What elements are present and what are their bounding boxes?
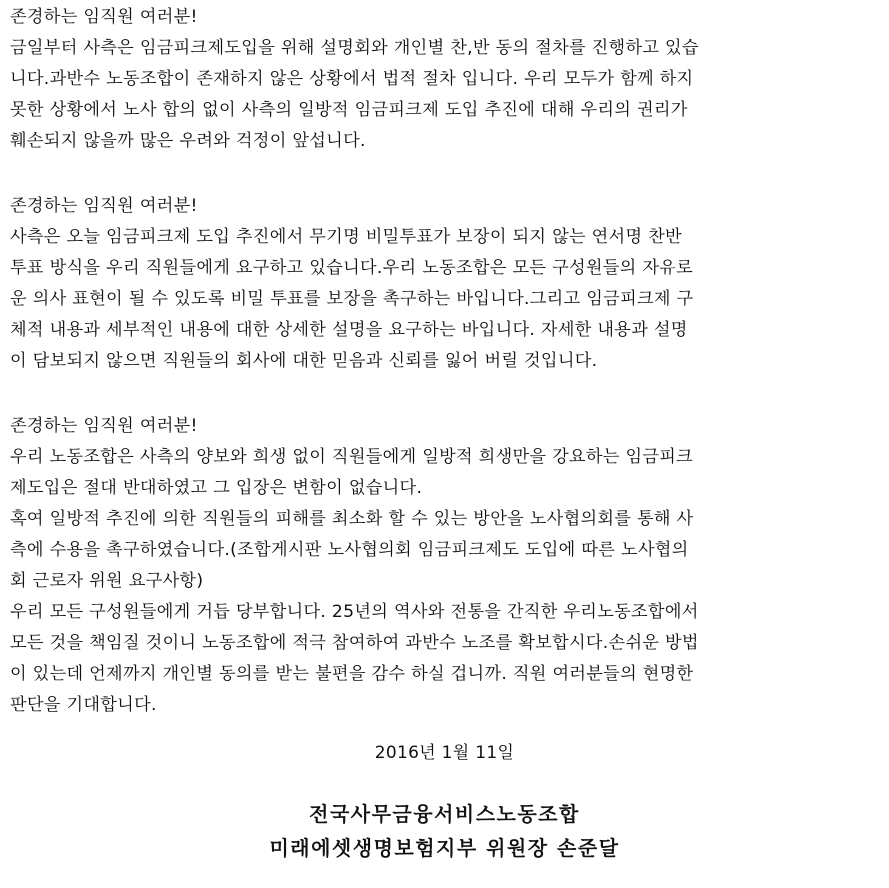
greeting-line: 존경하는 임직원 여러분! (10, 416, 198, 436)
text-line: 투표 방식을 우리 직원들에게 요구하고 있습니다.우리 노동조합은 모든 구성원들의 자유로 (10, 258, 694, 278)
text-line: 회 근로자 위원 요구사항) (10, 571, 204, 591)
text-line: 모든 것을 책임질 것이니 노동조합에 적극 참여하여 과반수 노조를 확보합시다.손쉬운 방법 (10, 633, 699, 653)
text-line: 체적 내용과 세부적인 내용에 대한 상세한 설명을 요구하는 바입니다. 자세한 내용과 설명 (10, 320, 688, 340)
text-line: 운 의사 표현이 될 수 있도록 비밀 투표를 보장을 촉구하는 바입니다.그리고 임금피크제 구 (10, 289, 694, 309)
text-line: 니다.과반수 노동조합이 존재하지 않은 상황에서 법적 절차 입니다. 우리 모두가 함께 하지 (10, 69, 694, 89)
text-line: 사측은 오늘 임금피크제 도입 추진에서 무기명 비밀투표가 보장이 되지 않는 연서명 찬반 (10, 227, 682, 247)
text-line: 훼손되지 않을까 많은 우려와 걱정이 앞섭니다. (10, 131, 366, 151)
text-line: 측에 수용을 촉구하였습니다.(조합게시판 노사협의회 임금피크제도 도입에 따른 노사협의 (10, 540, 689, 560)
text-line: 제도입은 절대 반대하였고 그 입장은 변함이 없습니다. (10, 478, 423, 498)
text-line: 우리 모든 구성원들에게 거듭 당부합니다. 25년의 역사와 전통을 간직한 우리노동조합에서 (10, 602, 699, 622)
greeting-line: 존경하는 임직원 여러분! (10, 196, 198, 216)
letter-date: 2016년 1월 11일 (374, 743, 515, 763)
letter-body (10, 2, 882, 721)
paragraph-2 (10, 191, 882, 377)
paragraph-3 (10, 411, 882, 721)
text-line: 이 담보되지 않으면 직원들의 회사에 대한 믿음과 신뢰를 잃어 버릴 것입니다. (10, 351, 598, 371)
signature-organization: 전국사무금융서비스노동조합 (309, 802, 580, 826)
text-line: 이 있는데 언제까지 개인별 동의를 받는 불편을 감수 하실 겁니까. 직원 여러분들의 현명한 (10, 664, 694, 684)
text-line: 금일부터 사측은 임금피크제도입을 위해 설명회와 개인별 찬,반 동의 절차를 진행하고 있습 (10, 38, 699, 58)
signature-name: 미래에셋생명보험지부 위원장 손준달 (269, 836, 620, 860)
greeting-line: 존경하는 임직원 여러분! (10, 7, 198, 27)
text-line: 혹여 일방적 추진에 의한 직원들의 피해를 최소화 할 수 있는 방안을 노사협의회를 통해 사 (10, 509, 694, 529)
text-line: 못한 상황에서 노사 합의 없이 사측의 일방적 임금피크제 도입 추진에 대해 우리의 권리가 (10, 100, 688, 120)
text-line: 판단을 기대합니다. (10, 695, 157, 715)
text-line: 우리 노동조합은 사측의 양보와 희생 없이 직원들에게 일방적 희생만을 강요하는 임금피크 (10, 447, 694, 467)
paragraph-1 (10, 2, 882, 157)
